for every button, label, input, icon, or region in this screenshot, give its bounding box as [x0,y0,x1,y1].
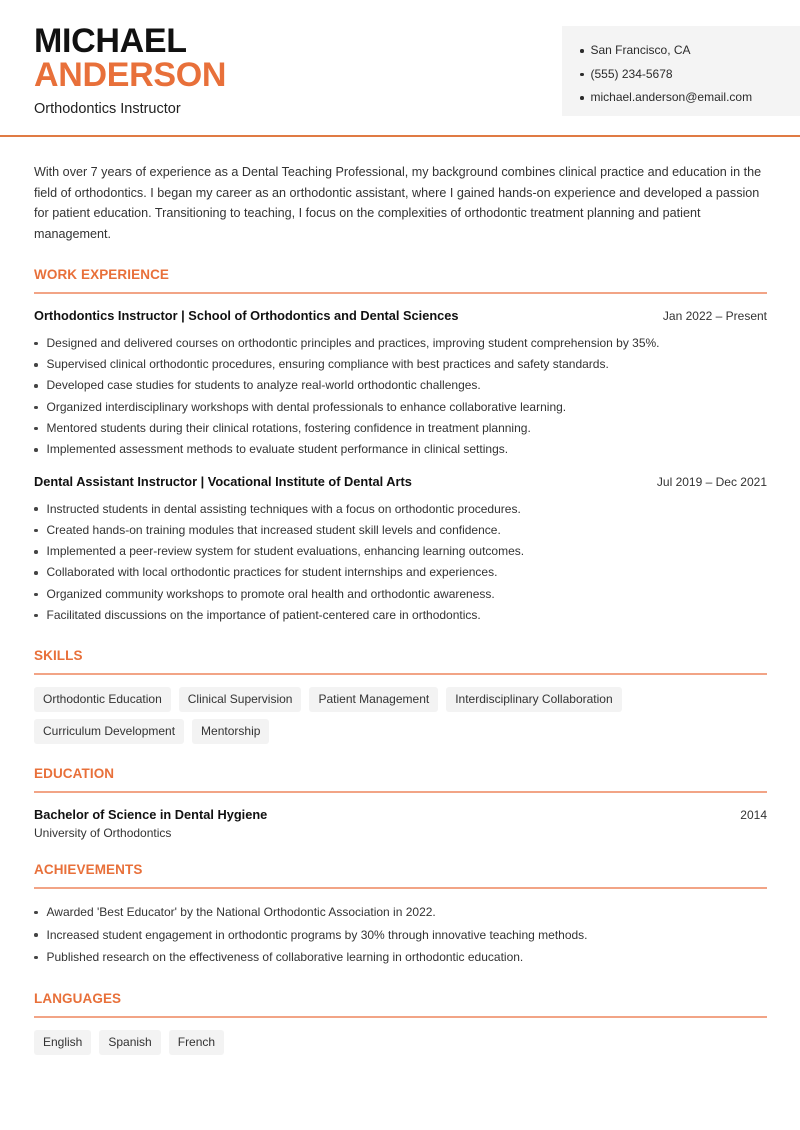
job-heading: Orthodontics Instructor | School of Orthodontics and Dental Sciences [34,307,459,323]
job-heading: Dental Assistant Instructor | Vocational Institute of Dental Arts [34,473,412,489]
degree: Bachelor of Science in Dental Hygiene [34,807,268,823]
bullet-icon [580,73,584,77]
skill-chip: Clinical Supervision [179,687,302,712]
education-section [34,765,767,840]
bullet-icon [34,933,38,937]
bullet-icon [34,571,38,575]
job-dates: Jan 2022 – Present [662,308,767,323]
skills-section [34,647,767,744]
bullet-text: Implemented assessment methods to evaluate student performance in clinical settings. [46,442,509,457]
section-divider [34,791,767,793]
skill-chip: Patient Management [309,687,438,712]
bullet-icon [34,363,38,367]
achievements-list [34,901,767,969]
graduation-year: 2014 [740,808,767,823]
languages-section [34,990,767,1055]
contact-box [562,26,800,116]
bullet-icon [34,406,38,410]
email-text: michael.anderson@email.com [590,90,753,104]
contact-phone [580,63,800,87]
first-name: MICHAEL [34,22,187,60]
list-item [34,562,767,583]
section-divider [34,887,767,889]
education-entry [34,807,767,840]
section-title: EDUCATION [34,766,115,782]
list-item [34,605,767,626]
achievements-section [34,861,767,969]
job-header [34,474,767,492]
bullet-text: Mentored students during their clinical rotations, fostering confidence in treatment planning. [46,421,531,435]
job-entry [34,308,767,461]
bullet-text: Collaborated with local orthodontic practices for student internships and experiences. [46,565,498,580]
bullet-text: Facilitated discussions on the importance of patient-centered care in orthodontics. [46,608,481,623]
list-item [34,924,767,947]
bullet-icon [34,342,38,346]
last-name: ANDERSON [34,56,227,94]
bullet-text: Created hands-on training modules that increased student skill levels and confidence. [46,522,501,537]
bullet-icon [34,911,38,915]
skill-chip: Orthodontic Education [34,687,171,712]
list-item [34,418,767,439]
job-bullets [34,333,767,461]
skill-chip: Curriculum Development [34,719,184,744]
bullet-icon [34,448,38,452]
phone-text: (555) 234-5678 [590,66,673,81]
bullet-icon [34,956,38,960]
bullet-icon [34,550,38,554]
work-experience-section [34,266,767,627]
school-name: University of Orthodontics [34,826,172,841]
education-header [34,807,767,822]
bullet-text: Organized community workshops to promote oral health and orthodontic awareness. [46,586,495,601]
list-item [34,541,767,562]
section-title: SKILLS [34,648,83,664]
list-item [34,354,767,375]
bullet-icon [34,384,38,388]
bullet-icon [580,49,584,53]
contact-email [580,86,800,110]
job-title: Orthodontics Instructor [34,101,181,117]
bullet-text: Published research on the effectiveness of collaborative learning in orthodontic education. [46,950,524,965]
language-chip: Spanish [99,1030,160,1055]
job-bullets [34,499,767,627]
bullet-text: Supervised clinical orthodontic procedures, ensuring compliance with best practices and safety standards. [46,357,609,372]
name-block [34,24,226,117]
list-item [34,520,767,541]
job-entry [34,474,767,627]
summary: With over 7 years of experience as a Dental Teaching Professional, my background combines clinical practice and education in the field of orthodontics. I began my career as an orthodontic assistant, where I gained hands-on experience and developed a passion for patient education. Transitioning to teaching, I focus on the complexities of orthodontic treatment planning and patient management. [34,165,762,242]
language-chip: English [34,1030,91,1055]
list-item [34,499,767,520]
bullet-text: Awarded 'Best Educator' by the National Orthodontic Association in 2022. [46,905,436,920]
list-item [34,584,767,605]
section-divider [34,673,767,675]
section-title: WORK EXPERIENCE [34,266,170,282]
bullet-icon [580,96,584,100]
list-item [34,901,767,924]
list-item [34,375,767,396]
location-text: San Francisco, CA [590,43,691,57]
list-item [34,333,767,354]
bullet-text: Organized interdisciplinary workshops with dental professionals to enhance collaborative learning. [46,399,567,414]
list-item [34,397,767,418]
bullet-icon [34,614,38,618]
skill-chip: Mentorship [192,719,269,744]
skills-list [34,687,767,744]
bullet-text: Designed and delivered courses on orthodontic principles and practices, improving student comprehension by 35%. [46,335,660,350]
languages-list [34,1030,767,1055]
section-divider [34,1016,767,1018]
contact-location [580,39,800,63]
list-item [34,946,767,969]
bullet-icon [34,593,38,597]
bullet-icon [34,427,38,431]
skill-chip: Interdisciplinary Collaboration [446,687,621,712]
bullet-text: Developed case studies for students to analyze real-world orthodontic challenges. [46,378,481,393]
bullet-text: Increased student engagement in orthodontic programs by 30% through innovative teaching methods. [46,927,588,942]
bullet-icon [34,529,38,533]
bullet-text: Implemented a peer-review system for student evaluations, enhancing learning outcomes. [46,544,525,559]
section-title: LANGUAGES [34,990,122,1006]
resume-header [0,0,800,137]
list-item [34,439,767,460]
language-chip: French [169,1030,224,1055]
section-divider [34,292,767,294]
section-title: ACHIEVEMENTS [34,862,143,878]
job-header [34,308,767,326]
job-dates: Jul 2019 – Dec 2021 [656,474,767,489]
bullet-text: Instructed students in dental assisting techniques with a focus on orthodontic procedures. [46,501,521,516]
resume-content [34,162,767,1055]
bullet-icon [34,507,38,511]
